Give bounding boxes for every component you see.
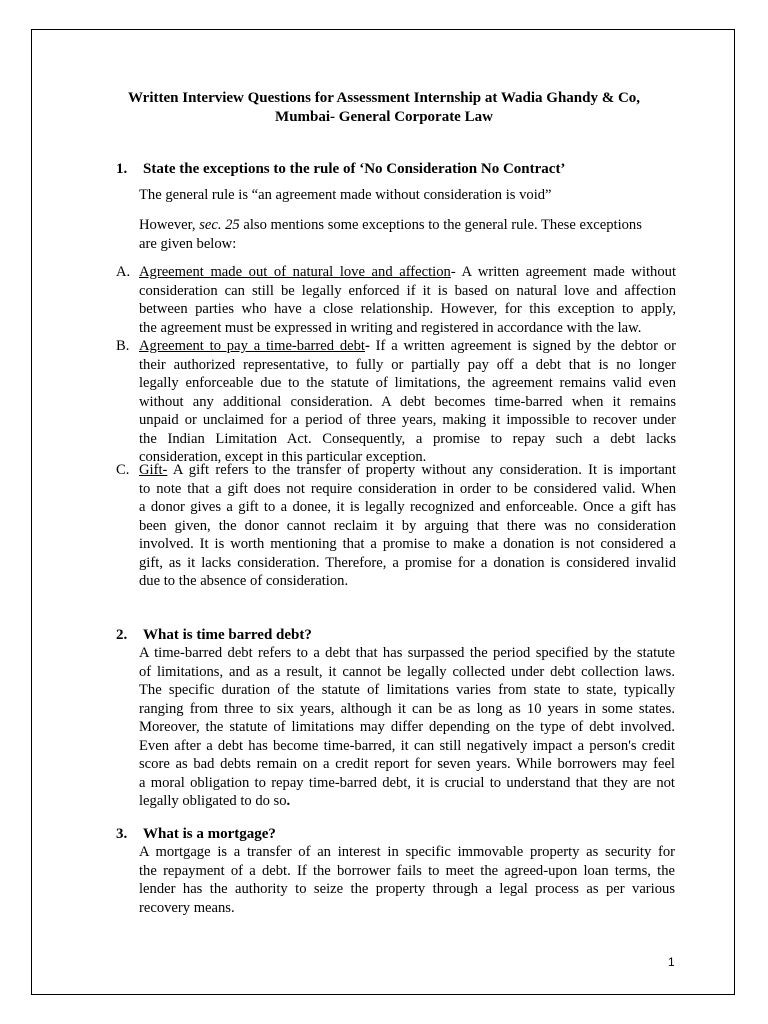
q1-intro <box>139 216 675 253</box>
exception-item-a <box>116 263 676 337</box>
item-letter: B. <box>116 338 130 354</box>
answer-line: ranging from three to six years, although it can be as long as 10 years in some states. <box>139 700 675 717</box>
answer-line: The specific duration of the statute of limitations varies from state to state, typically <box>139 682 675 698</box>
answer-line: the repayment of a debt. If the borrower fails to meet the agreed-upon loan terms, the <box>139 862 675 879</box>
item-letter: C. <box>116 462 130 478</box>
answer-last-text: legally obligated to do so <box>139 793 287 809</box>
answer-line: A mortgage is a transfer of an interest in specific immovable property as security for <box>139 844 675 860</box>
item-line: their authorized representative, to fully or partially pay off a debt that is no longer <box>139 356 676 373</box>
question-3-text: What is a mortgage? <box>143 826 276 842</box>
item-line: the Indian Limitation Act. Consequently, a promise to repay such a debt lacks <box>139 430 676 447</box>
answer-line <box>139 792 675 811</box>
item-line <box>139 461 676 480</box>
page-number: 1 <box>668 955 675 969</box>
question-1-text: State the exceptions to the rule of ‘No Consideration No Contract’ <box>143 161 566 177</box>
q1-intro-line-1 <box>139 216 675 235</box>
answer-line: of limitations, and as a result, it cannot be legally collected under debt collection laws. <box>139 663 675 680</box>
exception-item-b <box>116 337 676 467</box>
item-line <box>139 263 676 282</box>
item-title: Agreement to pay a time-barred debt <box>139 338 365 354</box>
question-3-heading <box>116 825 276 844</box>
title-line-1: Written Interview Questions for Assessment Internship at Wadia Ghandy & Co, <box>127 90 641 106</box>
item-line: unpaid or unclaimed for a period of three years, making it impossible to recover under <box>139 412 676 428</box>
q1-general-rule <box>139 186 675 205</box>
item-line: gift, as it lacks consideration. Therefore, a promise for a donation is considered invalid <box>139 554 676 571</box>
item-text: If a written agreement is signed by the debtor or <box>369 338 676 354</box>
answer-line: Moreover, the statute of limitations may differ depending on the type of debt involved. <box>139 719 675 735</box>
question-3-number: 3. <box>116 826 128 842</box>
question-2-heading <box>116 626 312 645</box>
answer-line: A time-barred debt refers to a debt that has surpassed the period specified by the statute <box>139 645 675 661</box>
answer-line: recovery means. <box>139 899 235 916</box>
question-2-text: What is time barred debt? <box>143 627 312 643</box>
q1-intro-a: However, <box>139 217 200 233</box>
item-letter: A. <box>116 264 131 280</box>
answer-line: score as bad debts remain on a credit report for seven years. While borrowers may feel <box>139 756 675 772</box>
q1-rule-text: The general rule is “an agreement made without consideration is void” <box>139 187 552 203</box>
item-text: A gift refers to the transfer of property without any consideration. It is important <box>167 462 676 478</box>
item-text: - A written agreement made without <box>450 264 676 280</box>
q2-answer <box>139 644 675 811</box>
q1-intro-line-2: are given below: <box>139 235 237 252</box>
exception-item-c <box>116 461 676 591</box>
item-line: consideration, except in this particular exception. <box>139 449 427 465</box>
item-line: consideration can still be legally enforced if it is based on natural love and affection <box>139 282 676 299</box>
answer-line: a moral obligation to repay time-barred debt, it is crucial to understand that they are not <box>139 774 675 791</box>
answer-line: Even after a debt has become time-barred, it can still negatively impact a person's credit <box>139 737 675 754</box>
item-line: to note that a gift does not require consideration in order to be considered valid. When <box>139 480 676 497</box>
item-line: without any additional consideration. A debt becomes time-barred when it remains <box>139 393 676 410</box>
item-line: involved. It is worth mentioning that a promise to make a donation is not considered a <box>139 536 676 552</box>
answer-line: lender has the authority to seize the property through a legal process as per various <box>139 881 675 897</box>
item-line: been given, the donor cannot reclaim it by arguing that there was no consideration <box>139 517 676 534</box>
item-line: a donor gives a gift to a donee, it is legally recognized and enforceable. Once a gift has <box>139 499 676 515</box>
title-line-2: Mumbai- General Corporate Law <box>275 109 493 125</box>
question-1-number: 1. <box>116 161 128 177</box>
item-line: due to the absence of consideration. <box>139 573 349 589</box>
document-title <box>60 89 708 127</box>
item-line: legally enforceable due to the statute of limitations, the agreement remains valid even <box>139 375 676 391</box>
item-line: the agreement must be expressed in writing and registered in accordance with the law. <box>139 319 642 336</box>
q1-intro-section: sec. 25 <box>199 217 240 233</box>
question-1-heading <box>116 160 565 179</box>
item-line <box>139 337 676 356</box>
question-2-number: 2. <box>116 627 128 643</box>
item-title-suffix: - <box>364 338 370 354</box>
q3-answer <box>139 843 675 917</box>
item-title: Gift- <box>139 462 168 478</box>
item-line: between parties who have a close relationship. However, for this exception to apply, <box>139 301 676 317</box>
answer-final-period: . <box>286 793 291 809</box>
q1-intro-b: also mentions some exceptions to the general rule. These exceptions <box>239 217 642 233</box>
item-title: Agreement made out of natural love and affection <box>139 264 451 280</box>
